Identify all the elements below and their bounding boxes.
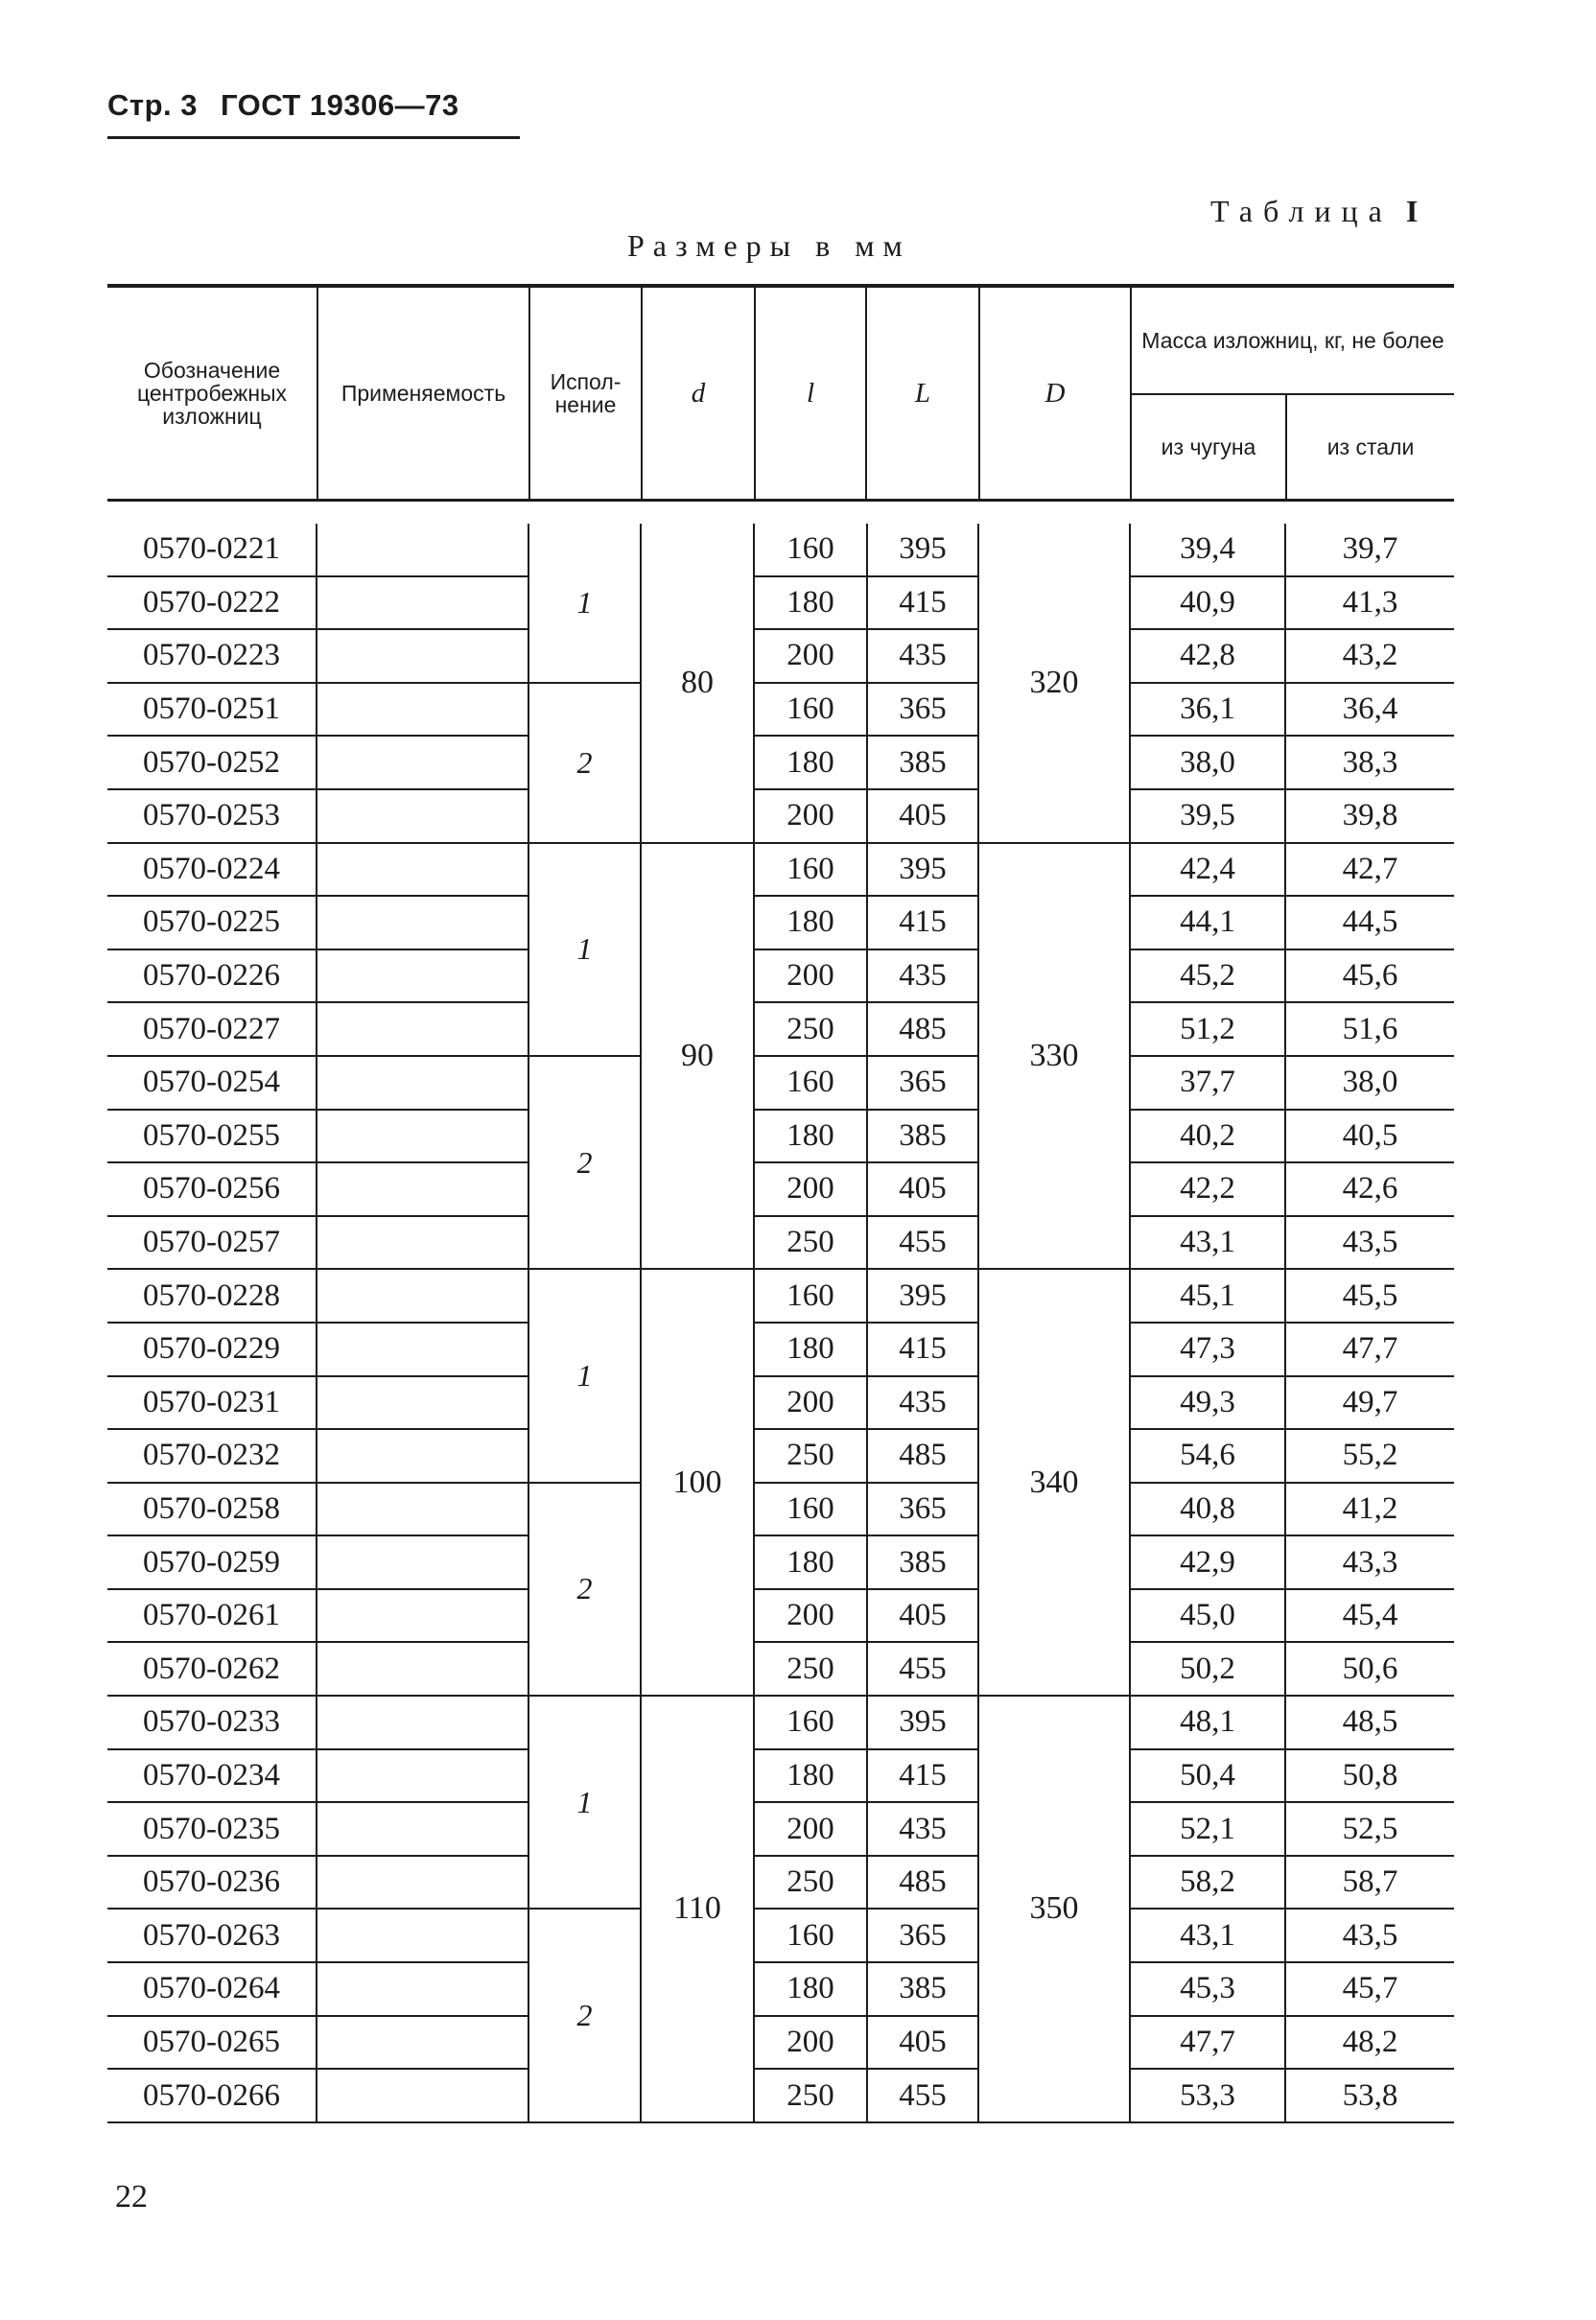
table-label-word: Таблица <box>1210 194 1393 228</box>
header-designation: Обозначение центробежных изложниц <box>136 358 288 429</box>
L-cell: 485 <box>867 1002 978 1056</box>
L-cell: 385 <box>867 736 978 789</box>
designation-cell: 0570-0253 <box>107 789 317 843</box>
mass-iron-cell: 39,5 <box>1130 789 1285 843</box>
L-cell: 405 <box>867 789 978 843</box>
mass-iron-cell: 49,3 <box>1130 1376 1285 1430</box>
header-applicability: Применяемость <box>340 381 506 406</box>
mass-steel-cell: 51,6 <box>1285 1002 1454 1056</box>
applicability-cell <box>317 1162 528 1216</box>
header-L: L <box>914 378 931 409</box>
designation-cell: 0570-0254 <box>107 1056 317 1110</box>
designation-cell: 0570-0236 <box>107 1856 317 1910</box>
table-row <box>107 1162 1454 1216</box>
applicability-cell <box>317 1002 528 1056</box>
L-cell: 415 <box>867 1323 978 1376</box>
mass-steel-cell: 44,5 <box>1285 896 1454 949</box>
mass-steel-cell: 47,7 <box>1285 1323 1454 1376</box>
mass-steel-cell: 38,3 <box>1285 736 1454 789</box>
d-cell: 100 <box>641 1269 754 1696</box>
designation-cell: 0570-0262 <box>107 1642 317 1696</box>
mass-iron-cell: 50,4 <box>1130 1749 1285 1803</box>
L-cell: 435 <box>867 1376 978 1430</box>
L-cell: 455 <box>867 1216 978 1270</box>
d-cell: 80 <box>641 524 754 843</box>
applicability-cell <box>317 896 528 949</box>
table-row <box>107 1535 1454 1589</box>
table-row <box>107 1429 1454 1483</box>
mass-steel-cell: 58,7 <box>1285 1856 1454 1910</box>
table-row <box>107 1802 1454 1856</box>
table-row <box>107 683 1454 737</box>
designation-cell: 0570-0235 <box>107 1802 317 1856</box>
designation-cell: 0570-0266 <box>107 2069 317 2122</box>
L-cell: 385 <box>867 1110 978 1163</box>
header-d: d <box>691 378 706 409</box>
header-mass-steel: из стали <box>1326 434 1415 459</box>
mass-iron-cell: 51,2 <box>1130 1002 1285 1056</box>
mass-steel-cell: 39,7 <box>1285 524 1454 576</box>
mass-steel-cell: 45,5 <box>1285 1269 1454 1323</box>
designation-cell: 0570-0251 <box>107 683 317 737</box>
applicability-cell <box>317 1696 528 1749</box>
L-cell: 395 <box>867 843 978 897</box>
header-mass: Масса изложниц, кг, не более <box>1141 328 1444 353</box>
l-cell: 160 <box>754 1269 867 1323</box>
l-cell: 250 <box>754 1642 867 1696</box>
table-row <box>107 1110 1454 1163</box>
D-cell: 320 <box>978 524 1130 843</box>
D-cell: 330 <box>978 843 1130 1270</box>
designation-cell: 0570-0227 <box>107 1002 317 1056</box>
l-cell: 180 <box>754 1323 867 1376</box>
mass-steel-cell: 50,6 <box>1285 1642 1454 1696</box>
l-cell: 200 <box>754 1589 867 1643</box>
l-cell: 200 <box>754 1376 867 1430</box>
L-cell: 385 <box>867 1535 978 1589</box>
L-cell: 395 <box>867 524 978 576</box>
mass-steel-cell: 48,5 <box>1285 1696 1454 1749</box>
designation-cell: 0570-0255 <box>107 1110 317 1163</box>
applicability-cell <box>317 1589 528 1643</box>
mass-steel-cell: 45,6 <box>1285 949 1454 1003</box>
mass-steel-cell: 45,4 <box>1285 1589 1454 1643</box>
L-cell: 415 <box>867 1749 978 1803</box>
table-row <box>107 1056 1454 1110</box>
page-ref: Стр. 3 <box>107 88 198 122</box>
applicability-cell <box>317 1429 528 1483</box>
applicability-cell <box>317 1749 528 1803</box>
version-cell: 2 <box>528 1909 641 2121</box>
table-row <box>107 1642 1454 1696</box>
l-cell: 180 <box>754 1110 867 1163</box>
mass-iron-cell: 42,4 <box>1130 843 1285 897</box>
applicability-cell <box>317 1535 528 1589</box>
mass-steel-cell: 49,7 <box>1285 1376 1454 1430</box>
applicability-cell <box>317 2069 528 2122</box>
header-l: l <box>806 378 815 409</box>
dimensions-caption: Размеры в мм <box>627 228 911 263</box>
mass-steel-cell: 43,5 <box>1285 1216 1454 1270</box>
l-cell: 200 <box>754 2016 867 2070</box>
mass-iron-cell: 45,2 <box>1130 949 1285 1003</box>
l-cell: 200 <box>754 1802 867 1856</box>
mass-iron-cell: 44,1 <box>1130 896 1285 949</box>
designation-cell: 0570-0229 <box>107 1323 317 1376</box>
applicability-cell <box>317 789 528 843</box>
mass-steel-cell: 43,3 <box>1285 1535 1454 1589</box>
L-cell: 405 <box>867 1589 978 1643</box>
applicability-cell <box>317 576 528 630</box>
header-D: D <box>1044 378 1066 409</box>
version-cell: 1 <box>528 1269 641 1482</box>
L-cell: 405 <box>867 1162 978 1216</box>
designation-cell: 0570-0233 <box>107 1696 317 1749</box>
mass-iron-cell: 53,3 <box>1130 2069 1285 2122</box>
table-row <box>107 789 1454 843</box>
l-cell: 180 <box>754 576 867 630</box>
table-row <box>107 1696 1454 1749</box>
table-row <box>107 2016 1454 2070</box>
table-label <box>1210 194 1418 229</box>
applicability-cell <box>317 1642 528 1696</box>
l-cell: 250 <box>754 2069 867 2122</box>
mass-iron-cell: 45,1 <box>1130 1269 1285 1323</box>
table-row <box>107 576 1454 630</box>
table-row <box>107 629 1454 683</box>
mass-steel-cell: 53,8 <box>1285 2069 1454 2122</box>
designation-cell: 0570-0221 <box>107 524 317 576</box>
applicability-cell <box>317 1216 528 1270</box>
L-cell: 415 <box>867 896 978 949</box>
l-cell: 180 <box>754 1749 867 1803</box>
applicability-cell <box>317 1962 528 2016</box>
applicability-cell <box>317 1376 528 1430</box>
l-cell: 180 <box>754 736 867 789</box>
mass-iron-cell: 36,1 <box>1130 683 1285 737</box>
version-cell: 1 <box>528 524 641 683</box>
table-row <box>107 1269 1454 1323</box>
designation-cell: 0570-0222 <box>107 576 317 630</box>
table-row <box>107 1483 1454 1536</box>
l-cell: 180 <box>754 1962 867 2016</box>
table-row <box>107 843 1454 897</box>
mass-steel-cell: 41,3 <box>1285 576 1454 630</box>
L-cell: 405 <box>867 2016 978 2070</box>
designation-cell: 0570-0224 <box>107 843 317 897</box>
designation-cell: 0570-0257 <box>107 1216 317 1270</box>
mass-iron-cell: 37,7 <box>1130 1056 1285 1110</box>
L-cell: 415 <box>867 576 978 630</box>
table-label-number: I <box>1405 194 1419 228</box>
designation-cell: 0570-0261 <box>107 1589 317 1643</box>
dimensions-table <box>107 524 1454 2123</box>
mass-steel-cell: 48,2 <box>1285 2016 1454 2070</box>
mass-iron-cell: 43,1 <box>1130 1909 1285 1962</box>
mass-iron-cell: 42,2 <box>1130 1162 1285 1216</box>
table-row <box>107 1002 1454 1056</box>
applicability-cell <box>317 1323 528 1376</box>
version-cell: 2 <box>528 1483 641 1696</box>
l-cell: 250 <box>754 1429 867 1483</box>
applicability-cell <box>317 1110 528 1163</box>
applicability-cell <box>317 1856 528 1910</box>
designation-cell: 0570-0223 <box>107 629 317 683</box>
l-cell: 200 <box>754 789 867 843</box>
l-cell: 180 <box>754 1535 867 1589</box>
mass-iron-cell: 45,0 <box>1130 1589 1285 1643</box>
applicability-cell <box>317 524 528 576</box>
l-cell: 160 <box>754 1483 867 1536</box>
designation-cell: 0570-0228 <box>107 1269 317 1323</box>
version-cell: 2 <box>528 683 641 843</box>
l-cell: 200 <box>754 629 867 683</box>
designation-cell: 0570-0265 <box>107 2016 317 2070</box>
mass-steel-cell: 42,7 <box>1285 843 1454 897</box>
mass-iron-cell: 48,1 <box>1130 1696 1285 1749</box>
table-row <box>107 1909 1454 1962</box>
designation-cell: 0570-0231 <box>107 1376 317 1430</box>
l-cell: 160 <box>754 1909 867 1962</box>
mass-iron-cell: 40,2 <box>1130 1110 1285 1163</box>
mass-iron-cell: 43,1 <box>1130 1216 1285 1270</box>
applicability-cell <box>317 1269 528 1323</box>
mass-steel-cell: 50,8 <box>1285 1749 1454 1803</box>
version-cell: 1 <box>528 1696 641 1909</box>
page-header <box>107 88 520 139</box>
mass-steel-cell: 55,2 <box>1285 1429 1454 1483</box>
mass-steel-cell: 36,4 <box>1285 683 1454 737</box>
mass-iron-cell: 40,9 <box>1130 576 1285 630</box>
header-version: Испол-нение <box>550 369 622 417</box>
mass-iron-cell: 42,9 <box>1130 1535 1285 1589</box>
mass-iron-cell: 47,7 <box>1130 2016 1285 2070</box>
designation-cell: 0570-0263 <box>107 1909 317 1962</box>
l-cell: 160 <box>754 843 867 897</box>
applicability-cell <box>317 1802 528 1856</box>
table-row <box>107 1323 1454 1376</box>
mass-iron-cell: 54,6 <box>1130 1429 1285 1483</box>
gost-number: ГОСТ 19306—73 <box>220 88 459 122</box>
mass-iron-cell: 52,1 <box>1130 1802 1285 1856</box>
mass-steel-cell: 45,7 <box>1285 1962 1454 2016</box>
L-cell: 455 <box>867 1642 978 1696</box>
table-row <box>107 1216 1454 1270</box>
l-cell: 160 <box>754 1696 867 1749</box>
l-cell: 200 <box>754 949 867 1003</box>
applicability-cell <box>317 683 528 737</box>
applicability-cell <box>317 843 528 897</box>
applicability-cell <box>317 736 528 789</box>
L-cell: 365 <box>867 683 978 737</box>
l-cell: 160 <box>754 524 867 576</box>
mass-iron-cell: 38,0 <box>1130 736 1285 789</box>
l-cell: 160 <box>754 683 867 737</box>
designation-cell: 0570-0259 <box>107 1535 317 1589</box>
d-cell: 110 <box>641 1696 754 2122</box>
L-cell: 395 <box>867 1696 978 1749</box>
version-cell: 2 <box>528 1056 641 1269</box>
mass-iron-cell: 45,3 <box>1130 1962 1285 2016</box>
table-row <box>107 1856 1454 1910</box>
L-cell: 485 <box>867 1429 978 1483</box>
mass-steel-cell: 42,6 <box>1285 1162 1454 1216</box>
L-cell: 365 <box>867 1483 978 1536</box>
D-cell: 340 <box>978 1269 1130 1696</box>
table-row <box>107 736 1454 789</box>
mass-iron-cell: 50,2 <box>1130 1642 1285 1696</box>
table-row <box>107 524 1454 576</box>
applicability-cell <box>317 2016 528 2070</box>
D-cell: 350 <box>978 1696 1130 2122</box>
L-cell: 485 <box>867 1856 978 1910</box>
mass-iron-cell: 39,4 <box>1130 524 1285 576</box>
mass-steel-cell: 43,5 <box>1285 1909 1454 1962</box>
L-cell: 435 <box>867 949 978 1003</box>
table-row <box>107 949 1454 1003</box>
version-cell: 1 <box>528 843 641 1056</box>
l-cell: 180 <box>754 896 867 949</box>
designation-cell: 0570-0252 <box>107 736 317 789</box>
mass-steel-cell: 38,0 <box>1285 1056 1454 1110</box>
table-row <box>107 1376 1454 1430</box>
L-cell: 365 <box>867 1056 978 1110</box>
applicability-cell <box>317 1056 528 1110</box>
d-cell: 90 <box>641 843 754 1270</box>
header-mass-iron: из чугуна <box>1161 434 1256 459</box>
mass-iron-cell: 58,2 <box>1130 1856 1285 1910</box>
designation-cell: 0570-0264 <box>107 1962 317 2016</box>
mass-steel-cell: 41,2 <box>1285 1483 1454 1536</box>
applicability-cell <box>317 1909 528 1962</box>
L-cell: 435 <box>867 1802 978 1856</box>
mass-steel-cell: 39,8 <box>1285 789 1454 843</box>
L-cell: 365 <box>867 1909 978 1962</box>
table-row <box>107 1589 1454 1643</box>
designation-cell: 0570-0226 <box>107 949 317 1003</box>
table-row <box>107 1962 1454 2016</box>
l-cell: 200 <box>754 1162 867 1216</box>
table-body <box>107 524 1454 2122</box>
mass-iron-cell: 42,8 <box>1130 629 1285 683</box>
L-cell: 385 <box>867 1962 978 2016</box>
L-cell: 435 <box>867 629 978 683</box>
mass-steel-cell: 43,2 <box>1285 629 1454 683</box>
applicability-cell <box>317 949 528 1003</box>
header-bottom-rule <box>107 499 1454 502</box>
table-row <box>107 2069 1454 2122</box>
page-number: 22 <box>115 2179 148 2215</box>
L-cell: 455 <box>867 2069 978 2122</box>
l-cell: 160 <box>754 1056 867 1110</box>
table-row <box>107 896 1454 949</box>
applicability-cell <box>317 629 528 683</box>
designation-cell: 0570-0258 <box>107 1483 317 1536</box>
table-row <box>107 1749 1454 1803</box>
designation-cell: 0570-0225 <box>107 896 317 949</box>
designation-cell: 0570-0232 <box>107 1429 317 1483</box>
mass-iron-cell: 40,8 <box>1130 1483 1285 1536</box>
mass-iron-cell: 47,3 <box>1130 1323 1285 1376</box>
designation-cell: 0570-0256 <box>107 1162 317 1216</box>
l-cell: 250 <box>754 1002 867 1056</box>
designation-cell: 0570-0234 <box>107 1749 317 1803</box>
l-cell: 250 <box>754 1216 867 1270</box>
mass-steel-cell: 52,5 <box>1285 1802 1454 1856</box>
L-cell: 395 <box>867 1269 978 1323</box>
mass-steel-cell: 40,5 <box>1285 1110 1454 1163</box>
l-cell: 250 <box>754 1856 867 1910</box>
applicability-cell <box>317 1483 528 1536</box>
